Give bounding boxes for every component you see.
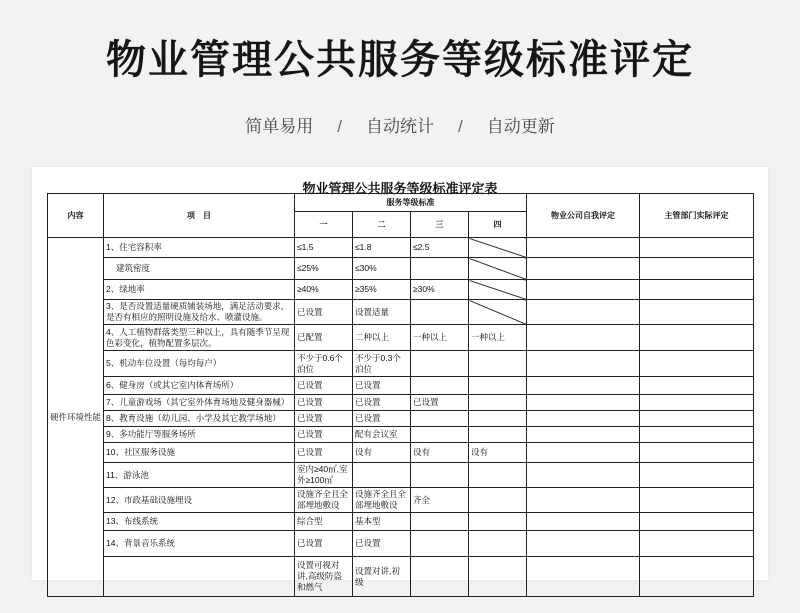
level-1-cell: 不少于0.6个泊位 — [295, 351, 353, 377]
item-cell: 12、市政基础设施埋设 — [104, 488, 295, 513]
self-eval-cell[interactable] — [527, 300, 640, 325]
self-eval-cell[interactable] — [527, 513, 640, 531]
header-content: 内容 — [48, 194, 104, 238]
self-eval-cell[interactable] — [527, 351, 640, 377]
level-1-cell: ≤25% — [295, 258, 353, 280]
self-eval-cell[interactable] — [527, 280, 640, 300]
item-cell: 8、教育设施（幼儿园、小学及其它教学场地） — [104, 411, 295, 427]
level-1-cell: 已配置 — [295, 325, 353, 351]
level-4-cell — [469, 557, 527, 597]
self-eval-cell[interactable] — [527, 557, 640, 597]
table-row — [48, 411, 754, 427]
feature-tags — [0, 112, 800, 137]
level-4-cell — [469, 377, 527, 395]
level-2-cell: 基本型 — [353, 513, 411, 531]
table-row — [48, 238, 754, 258]
level-4-cell — [469, 463, 527, 488]
level-4-cell — [469, 280, 527, 300]
category-cell: 硬件环境性能 — [48, 238, 104, 597]
level-1-cell: ≤1.5 — [295, 238, 353, 258]
level-2-cell: 设置对讲,初级 — [353, 557, 411, 597]
level-4-cell — [469, 300, 527, 325]
level-4-cell — [469, 238, 527, 258]
level-4-cell — [469, 411, 527, 427]
dept-eval-cell[interactable] — [640, 377, 754, 395]
header-self-eval: 物业公司自我评定 — [527, 194, 640, 238]
header-level-2: 二 — [353, 212, 411, 238]
spreadsheet-preview — [32, 167, 768, 592]
item-cell — [104, 557, 295, 597]
level-1-cell: 已设置 — [295, 395, 353, 411]
self-eval-cell[interactable] — [527, 443, 640, 463]
table-row — [48, 377, 754, 395]
level-3-cell — [411, 463, 469, 488]
dept-eval-cell[interactable] — [640, 531, 754, 557]
self-eval-cell[interactable] — [527, 488, 640, 513]
header-level-3: 三 — [411, 212, 469, 238]
level-4-cell — [469, 395, 527, 411]
level-2-cell: 设施齐全且全部埋地敷设 — [353, 488, 411, 513]
table-row — [48, 427, 754, 443]
level-3-cell — [411, 411, 469, 427]
level-3-cell: 已设置 — [411, 395, 469, 411]
level-2-cell — [353, 463, 411, 488]
level-3-cell — [411, 300, 469, 325]
level-3-cell — [411, 351, 469, 377]
header-standard: 服务等级标准 — [295, 194, 527, 212]
dept-eval-cell[interactable] — [640, 300, 754, 325]
level-2-cell: 不少于0.3个泊位 — [353, 351, 411, 377]
level-2-cell: 设置适量 — [353, 300, 411, 325]
dept-eval-cell[interactable] — [640, 238, 754, 258]
level-1-cell: 设置可视对讲,高级防盗和燃气 — [295, 557, 353, 597]
level-1-cell: 已设置 — [295, 411, 353, 427]
level-4-cell — [469, 258, 527, 280]
feature-tag: 自动统计 — [366, 117, 434, 136]
item-cell: 6、健身房（或其它室内体育场所） — [104, 377, 295, 395]
item-cell: 13、布线系统 — [104, 513, 295, 531]
level-2-cell: 已设置 — [353, 395, 411, 411]
level-2-cell: ≤1.8 — [353, 238, 411, 258]
level-1-cell: 已设置 — [295, 427, 353, 443]
dept-eval-cell[interactable] — [640, 513, 754, 531]
level-1-cell: 设施齐全且全部埋地敷设 — [295, 488, 353, 513]
dept-eval-cell[interactable] — [640, 443, 754, 463]
self-eval-cell[interactable] — [527, 395, 640, 411]
table-row — [48, 258, 754, 280]
self-eval-cell[interactable] — [527, 325, 640, 351]
self-eval-cell[interactable] — [527, 258, 640, 280]
level-4-cell — [469, 351, 527, 377]
item-cell: 11、游泳池 — [104, 463, 295, 488]
table-row — [48, 463, 754, 488]
level-4-cell — [469, 513, 527, 531]
level-4-cell — [469, 427, 527, 443]
dept-eval-cell[interactable] — [640, 258, 754, 280]
level-1-cell: 已设置 — [295, 443, 353, 463]
level-3-cell — [411, 377, 469, 395]
dept-eval-cell[interactable] — [640, 488, 754, 513]
level-2-cell: ≤30% — [353, 258, 411, 280]
item-cell: 9、多功能厅等服务场所 — [104, 427, 295, 443]
level-1-cell: ≥40% — [295, 280, 353, 300]
table-row — [48, 443, 754, 463]
page-title: 物业管理公共服务等级标准评定 — [106, 38, 694, 82]
dept-eval-cell[interactable] — [640, 325, 754, 351]
dept-eval-cell[interactable] — [640, 395, 754, 411]
level-3-cell: 一种以上 — [411, 325, 469, 351]
self-eval-cell[interactable] — [527, 463, 640, 488]
level-1-cell: 已设置 — [295, 300, 353, 325]
evaluation-table — [47, 193, 754, 597]
self-eval-cell[interactable] — [527, 531, 640, 557]
level-4-cell: 设有 — [469, 443, 527, 463]
header-level-4: 四 — [469, 212, 527, 238]
feature-tag: 简单易用 — [245, 117, 314, 136]
level-1-cell: 综合型 — [295, 513, 353, 531]
table-row — [48, 531, 754, 557]
level-1-cell: 已设置 — [295, 531, 353, 557]
level-3-cell — [411, 513, 469, 531]
level-4-cell — [469, 531, 527, 557]
self-eval-cell[interactable] — [527, 427, 640, 443]
item-cell: 1、住宅容积率 — [104, 238, 295, 258]
item-cell: 建筑密度 — [104, 258, 295, 280]
level-1-cell: 已设置 — [295, 377, 353, 395]
table-row — [48, 300, 754, 325]
level-2-cell: 配有会议室 — [353, 427, 411, 443]
level-1-cell: 室内≥40㎡,室外≥100㎡ — [295, 463, 353, 488]
level-2-cell: 已设置 — [353, 377, 411, 395]
header-dept-eval: 主管部门实际评定 — [640, 194, 754, 238]
level-3-cell: ≥30% — [411, 280, 469, 300]
level-3-cell — [411, 427, 469, 443]
item-cell: 2、绿地率 — [104, 280, 295, 300]
item-cell: 5、机动车位设置（每均每户） — [104, 351, 295, 377]
self-eval-cell[interactable] — [527, 411, 640, 427]
table-row — [48, 488, 754, 513]
level-3-cell: ≤2.5 — [411, 238, 469, 258]
header-level-1: 一 — [295, 212, 353, 238]
dept-eval-cell[interactable] — [640, 280, 754, 300]
dept-eval-cell[interactable] — [640, 351, 754, 377]
level-4-cell — [469, 488, 527, 513]
level-2-cell: 设有 — [353, 443, 411, 463]
item-cell: 10、社区服务设施 — [104, 443, 295, 463]
table-row — [48, 513, 754, 531]
level-2-cell: ≥35% — [353, 280, 411, 300]
dept-eval-cell[interactable] — [640, 427, 754, 443]
level-3-cell — [411, 557, 469, 597]
level-3-cell — [411, 258, 469, 280]
table-row — [48, 395, 754, 411]
table-row — [48, 325, 754, 351]
item-cell: 7、儿童游戏场（其它室外体育场地及健身器械） — [104, 395, 295, 411]
feature-tag: 自动更新 — [486, 117, 555, 136]
item-cell: 4、人工植物群落类型三种以上，具有随季节呈现色彩变化，植物配置多层次。 — [104, 325, 295, 351]
self-eval-cell[interactable] — [527, 238, 640, 258]
item-cell: 14、背景音乐系统 — [104, 531, 295, 557]
level-3-cell: 设有 — [411, 443, 469, 463]
level-3-cell: 齐全 — [411, 488, 469, 513]
tag-separator: / — [337, 117, 342, 136]
self-eval-cell[interactable] — [527, 377, 640, 395]
header-item: 项 目 — [104, 194, 295, 238]
level-4-cell: 一种以上 — [469, 325, 527, 351]
tag-separator: / — [458, 117, 463, 136]
table-row — [48, 351, 754, 377]
level-2-cell: 已设置 — [353, 531, 411, 557]
level-2-cell: 已设置 — [353, 411, 411, 427]
table-row — [48, 557, 754, 597]
level-3-cell — [411, 531, 469, 557]
table-row — [48, 280, 754, 300]
sheet-title: 物业管理公共服务等级标准评定表 — [302, 181, 498, 196]
level-2-cell: 二种以上 — [353, 325, 411, 351]
dept-eval-cell[interactable] — [640, 463, 754, 488]
dept-eval-cell[interactable] — [640, 557, 754, 597]
dept-eval-cell[interactable] — [640, 411, 754, 427]
item-cell: 3、是否设置适量硬质铺装场地，满足活动要求，是否有相应的照明设施及给水、喷灌设施。 — [104, 300, 295, 325]
